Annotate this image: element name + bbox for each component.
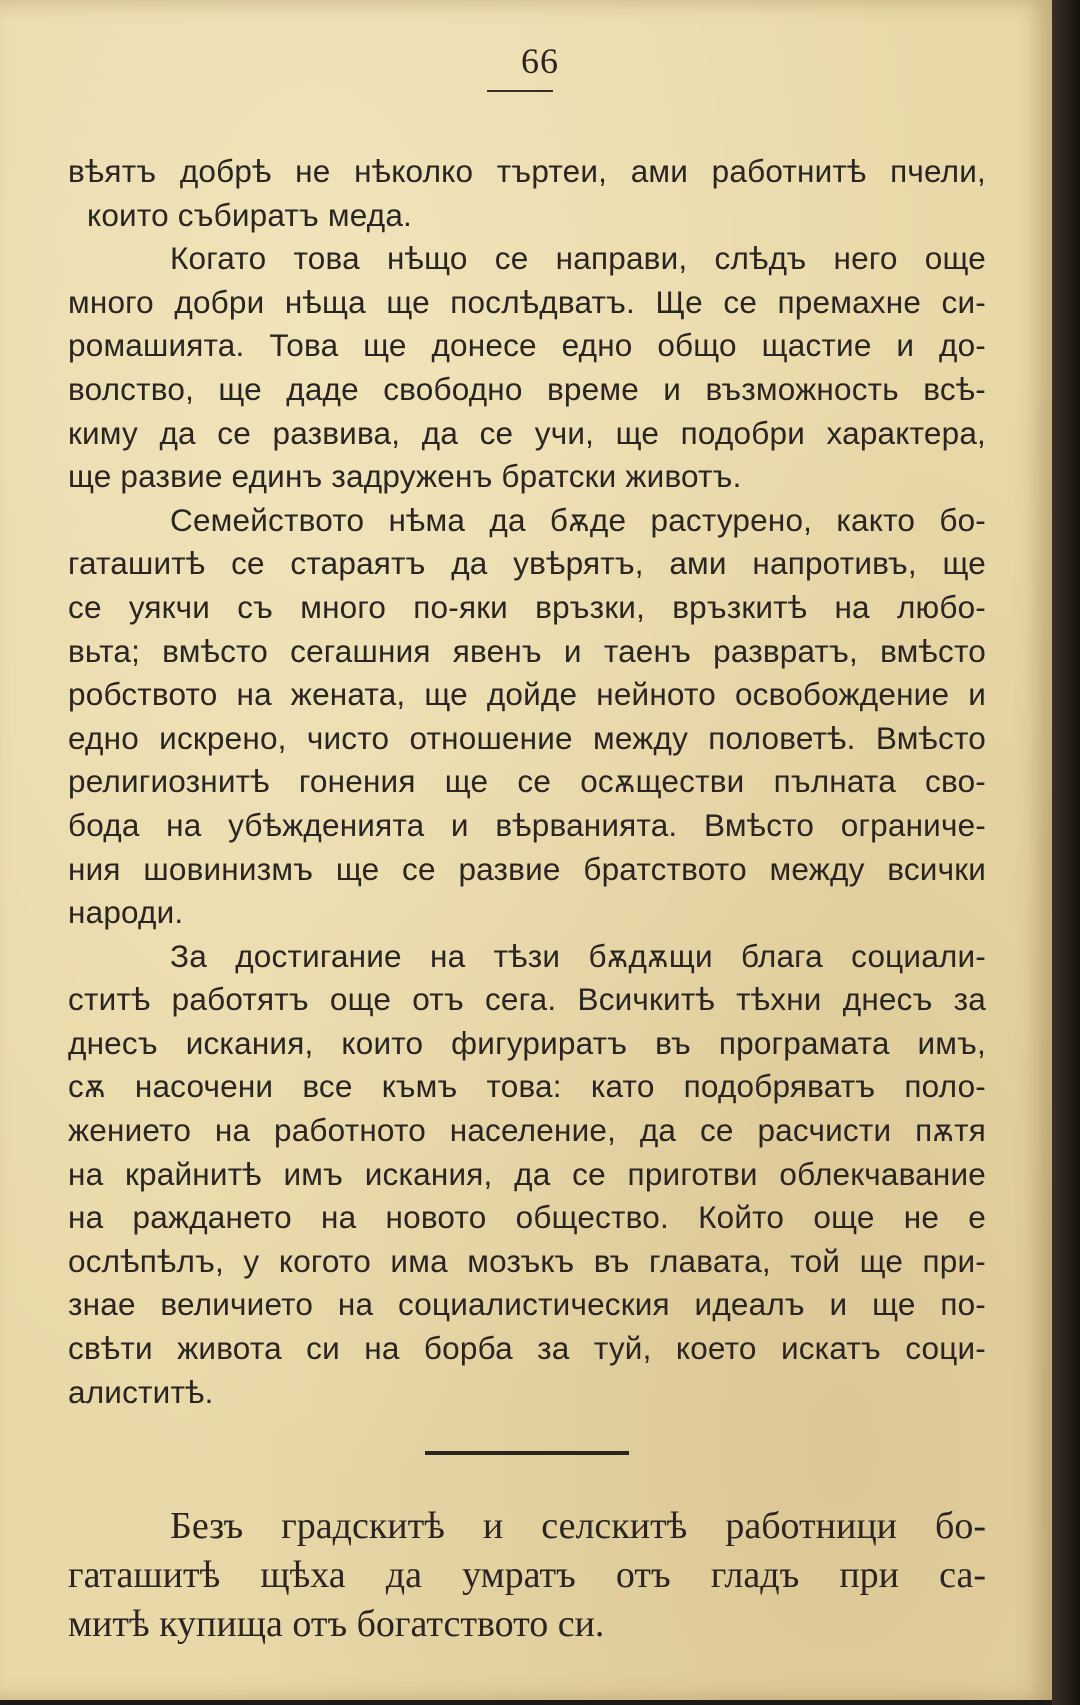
page-number: 66 [521,41,559,81]
text-line: Когато това нѣщо се направи, слѣдъ него още [170,240,986,277]
text-line: много добри нѣща ще послѣдватъ. Ще се премахне си- [68,283,986,320]
text-line: ослѣпѣлъ, у когото има мозъкъ въ главата, той ще при- [68,1242,986,1279]
text-line: се уякчи съ много по-яки връзки, връзкитѣ на любо- [68,588,986,625]
section-divider [425,1451,629,1455]
text-line: За достигание на тѣзи бѫдѫщи блага социали- [170,937,986,974]
text-line: свѣти живота си на борба за туй, което искатъ соци- [68,1330,986,1367]
text-line: на крайнитѣ имъ искания, да се приготви облекчавание [68,1155,986,1192]
text-line: робството на жената, ще дойде нейното освобождение и [68,676,986,713]
text-line: днесъ искания, които фигуриратъ въ програмата имъ, [68,1024,986,1061]
closing-paragraph [68,1502,986,1649]
text-line: Семейството нѣма да бѫде растурено, както бо- [170,501,986,538]
text-line: ще развие единъ задруженъ братски животъ. [68,458,742,495]
closing-line: Безъ градскитѣ и селскитѣ работници бо- [170,1505,986,1547]
text-line: народи. [68,894,184,931]
closing-line: гаташитѣ щѣха да умратъ отъ гладъ при са- [68,1554,986,1596]
text-line: волство, ще даде свободно време и възможность всѣ- [68,370,986,407]
text-line: вьта; вмѣсто сегашния явенъ и таенъ развратъ, вмѣсто [68,632,986,669]
scan-edge [1052,0,1080,1705]
text-line: религиознитѣ гонения ще се осѫществи пълната сво- [68,763,986,800]
text-line: киму да се развива, да се учи, ще подобри характера, [68,414,986,451]
text-line: ромашията. Това ще донесе едно общо щастие и до- [68,327,986,364]
text-line: бода на убѣжденията и вѣрванията. Вмѣсто ограниче- [68,806,986,843]
text-line: жението на работното население, да се расчисти пѫтя [68,1112,986,1149]
body-text [68,150,986,1414]
text-line: вѣятъ добрѣ не нѣколко търтеи, ами работнитѣ пчели, [68,153,986,189]
page-number-rule [487,90,553,92]
text-line: гаташитѣ се стараятъ да увѣрятъ, ами напротивъ, ще [68,545,986,582]
text-line: алиститѣ. [68,1373,214,1410]
text-line: едно искрено, чисто отношение между половетѣ. Вмѣсто [68,719,986,756]
text-line: ститѣ работятъ още отъ сега. Всичкитѣ тѣхни днесъ за [68,981,986,1018]
text-line: които събиратъ меда. [87,196,413,233]
text-line: знае величието на социалистическия идеалъ и ще по- [68,1286,986,1323]
text-line: сѫ насочени все къмъ това: като подобряватъ поло- [68,1068,986,1105]
text-line: на раждането на новото общество. Който още не е [68,1199,986,1236]
text-line: ния шовинизмъ ще се развие братството между всички [68,850,986,887]
closing-line: митѣ купища отъ богатството си. [68,1603,605,1645]
